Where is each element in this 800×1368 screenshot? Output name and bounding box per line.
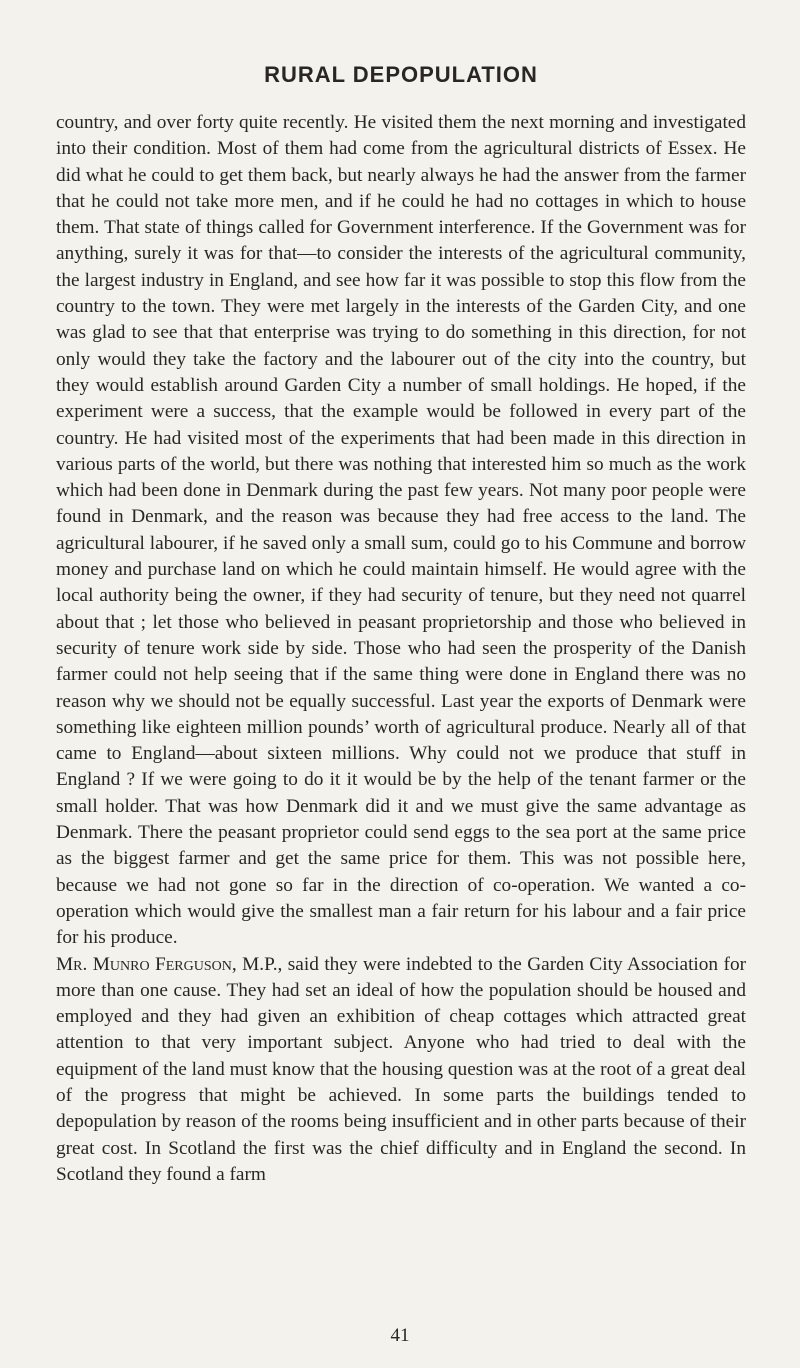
speaker-name: Mr. Munro Ferguson, M.P. xyxy=(56,953,278,975)
paragraph-2-text: , said they were indebted to the Garden City Association for more than one cause. They had set an ideal of how the population should be housed and employed and they had given an exhibition of cheap cottages which attracted great attention to that very important subject. Anyone who had tried to deal with the equipment of the land must know that the housing question was at the root of a great deal of the progress that might be achieved. In some parts the buildings tended to depopulation by reason of the rooms being insufficient and in other parts because of their great cost. In Scotland the first was the chief difficulty and in England the second. In Scotland they found a farm xyxy=(56,953,747,1185)
body-paragraph-2 xyxy=(56,952,746,1189)
document-page xyxy=(56,62,746,1188)
running-title: RURAL DEPOPULATION xyxy=(264,62,538,87)
page-number: 41 xyxy=(390,1325,410,1346)
body-paragraph-1: country, and over forty quite recently. He visited them the next morning and investigated into their condition. Most of them had come from the agricultural districts of Essex. He did what he could to get them back, but nearly always he had the answer from the farmer that he could not take more men, and if he could he had no cottages in which to house them. That state of things called for Government interference. If the Government was for anything, surely it was for that—to consider the interests of the agricultural community, the largest industry in England, and see how far it was possible to stop this flow from the country to the town. They were met largely in the interests of the Garden City, and one was glad to see that that enterprise was trying to do something in this direction, for not only would they take the factory and the labourer out of the city into the country, but they would establish around Garden City a number of small holdings. He hoped, if the experiment were a success, that the example would be followed in every part of the country. He had visited most of the experiments that had been made in this direction in various parts of the world, but there was nothing that interested him so much as the work which had been done in Denmark during the past few years. Not many poor people were found in Denmark, and the reason was because they had free access to the land. The agricultural labourer, if he saved only a small sum, could go to his Commune and borrow money and purchase land on which he could maintain himself. He would agree with the local authority being the owner, if they had security of tenure, but they need not quarrel about that ; let those who believed in peasant proprietorship and those who believed in security of tenure work side by side. Those who had seen the prosperity of the Danish farmer could not help seeing that if the same thing were done in England there was no reason why we should not be equally successful. Last year the exports of Denmark were something like eighteen million pounds’ worth of agricultural produce. Nearly all of that came to England—about sixteen millions. Why could not we produce that stuff in England ? If we were going to do it it would be by the help of the tenant farmer or the small holder. That was how Denmark did it and we must give the same advantage as Denmark. There the peasant proprietor could send eggs to the sea port at the same price as the biggest farmer and get the same price for them. This was not possible here, because we had not gone so far in the direction of co-operation. We wanted a co-operation which would give the smallest man a fair return for his labour and a fair price for his produce. xyxy=(56,112,746,949)
